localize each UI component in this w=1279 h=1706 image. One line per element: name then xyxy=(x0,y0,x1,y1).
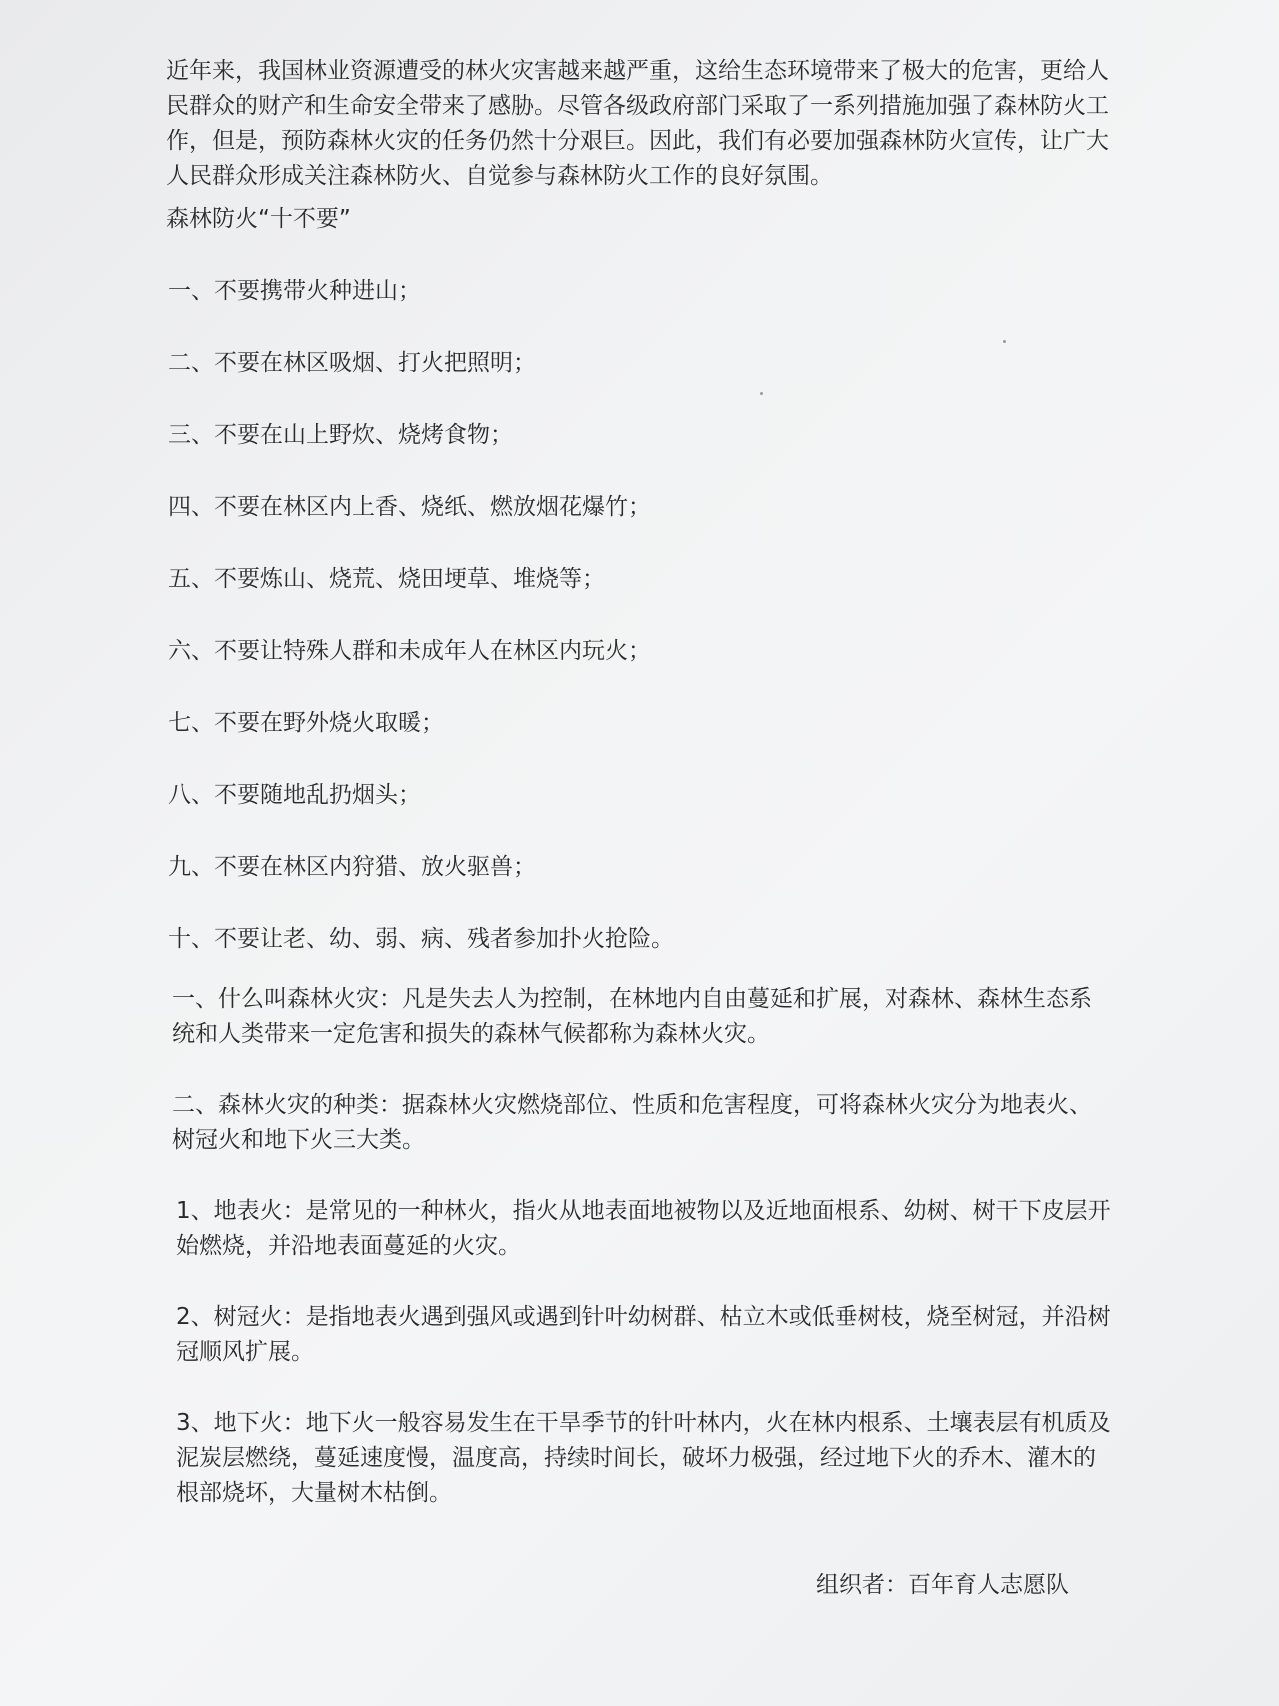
rule-item: 五、不要炼山、烧荒、烧田埂草、堆烧等； xyxy=(168,566,605,592)
paper-speck xyxy=(1003,340,1006,343)
definition-what-is: 一、什么叫森林火灾：凡是失去人为控制，在林地内自由蔓延和扩展，对森林、森林生态系统和人类带来一定危害和损失的森林气候都称为森林火灾。 xyxy=(172,986,1092,1047)
rule-item: 三、不要在山上野炊、烧烤食物； xyxy=(168,422,513,448)
paper-speck xyxy=(760,392,763,395)
definition-ground-fire: 3、地下火：地下火一般容易发生在干旱季节的针叶林内，火在林内根系、土壤表层有机质及泥炭层燃绕，蔓延速度慢，温度高，持续时间长，破坏力极强，经过地下火的乔木、灌木的根部烧坏，大量树木枯倒。 xyxy=(176,1410,1111,1506)
definition-crown-fire: 2、树冠火：是指地表火遇到强风或遇到针叶幼树群、枯立木或低垂树枝，烧至树冠，并沿树冠顺风扩展。 xyxy=(176,1304,1111,1365)
rules-list xyxy=(168,274,674,994)
rule-item: 四、不要在林区内上香、烧纸、燃放烟花爆竹； xyxy=(168,494,651,520)
section-heading: 森林防火“十不要” xyxy=(166,206,351,232)
definitions-section xyxy=(172,982,1112,1547)
intro-paragraph: 近年来，我国林业资源遭受的林火灾害越来越严重，这给生态环境带来了极大的危害，更给人民群众的财产和生命安全带来了感胁。尽管各级政府部门采取了一系列措施加强了森林防火工作，但是，预防森林火灾的任务仍然十分艰巨。因此，我们有必要加强森林防火宣传，让广大人民群众形成关注森林防火、自觉参与森林防火工作的良好氛围。 xyxy=(166,58,1109,189)
rule-item: 八、不要随地乱扔烟头； xyxy=(168,782,421,808)
rule-item: 二、不要在林区吸烟、打火把照明； xyxy=(168,350,536,376)
rule-item: 七、不要在野外烧火取暖； xyxy=(168,710,444,736)
organizer-signature: 组织者：百年育人志愿队 xyxy=(816,1572,1069,1598)
rule-item: 六、不要让特殊人群和未成年人在林区内玩火； xyxy=(168,638,651,664)
definition-types: 二、森林火灾的种类：据森林火灾燃烧部位、性质和危害程度，可将森林火灾分为地表火、树冠火和地下火三大类。 xyxy=(172,1092,1092,1153)
definition-surface-fire: 1、地表火：是常见的一种林火，指火从地表面地被物以及近地面根系、幼树、树干下皮层开始燃烧，并沿地表面蔓延的火灾。 xyxy=(176,1198,1111,1259)
rule-item: 一、不要携带火种进山； xyxy=(168,278,421,304)
rule-item: 十、不要让老、幼、弱、病、残者参加扑火抢险。 xyxy=(168,926,674,952)
rule-item: 九、不要在林区内狩猎、放火驱兽； xyxy=(168,854,536,880)
